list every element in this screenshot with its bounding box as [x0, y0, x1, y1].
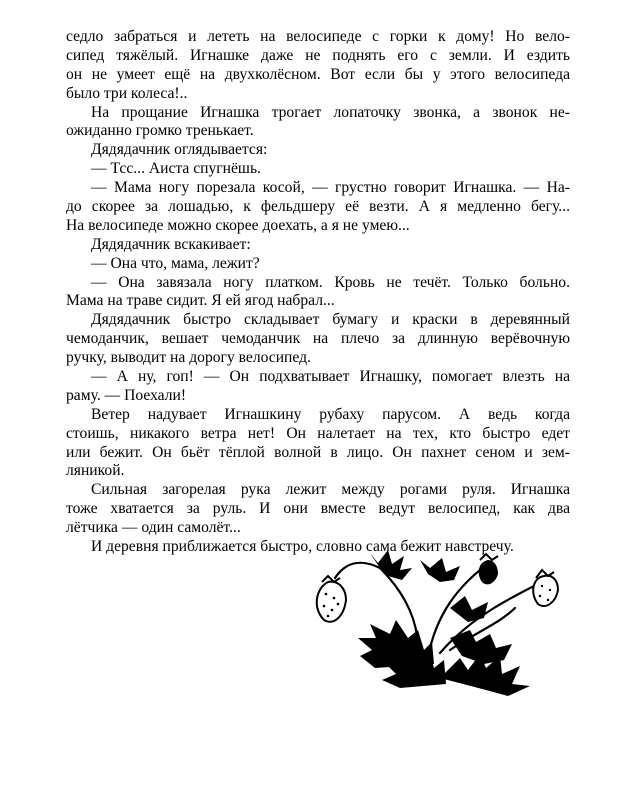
text-line: раму. — Поехали! — [66, 386, 187, 404]
strawberry-left — [317, 576, 346, 622]
strawberry-illustration — [300, 538, 565, 718]
text-line: до скорее за лошадью, к фельдшеру её везти. А я медленно бегу... — [66, 198, 570, 216]
text-line: ожиданно громко тренькает. — [66, 122, 254, 140]
text-line: тоже хватается за руль. И они вместе ведут велосипед, как два — [66, 500, 570, 518]
text-line: ручку, выводит на дорогу велосипед. — [66, 349, 311, 367]
text-line: сипед тяжёлый. Игнашке даже не поднять его с земли. И ездить — [66, 46, 570, 64]
text-line: ляникой. — [66, 462, 125, 480]
text-line: — А ну, гоп! — Он подхватывает Игнашку, помогает влезть на — [91, 368, 570, 386]
text-line: — Мама ногу порезала косой, — грустно говорит Игнашка. — На- — [91, 179, 570, 197]
text-line: он не умеет ещё на двухколёсном. Вот если бы у этого велосипеда — [66, 65, 570, 83]
paragraph-10 — [66, 368, 570, 406]
text-line: Мама на траве сидит. Я ей ягод набрал... — [66, 292, 335, 310]
paragraph-4 — [66, 160, 570, 179]
strawberry-middle — [479, 554, 498, 584]
paragraph-6 — [66, 236, 570, 255]
text-line: Дядядачник вскакивает: — [91, 235, 251, 253]
leaf-upper-left — [370, 550, 412, 580]
text-line: лётчика — один самолёт... — [66, 519, 241, 537]
text-line: — Она что, мама, лежит? — [91, 254, 260, 272]
text-line: седло забраться и лететь на велосипеде с горки к дому! Но вело- — [66, 28, 570, 45]
leaf-mid-right — [450, 596, 488, 622]
paragraph-2 — [66, 104, 570, 142]
text-line: И деревня приближается быстро, словно сама бежит навстречу. — [91, 538, 514, 556]
text-line: или бежит. Он бьёт тёплой волной в лицо. Он пахнет сеном и зем- — [66, 443, 570, 461]
paragraph-5 — [66, 179, 570, 236]
paragraph-9 — [66, 311, 570, 368]
paragraph-3 — [66, 141, 570, 160]
text-line: На велосипеде можно скорее доехать, а я не умею... — [66, 216, 410, 234]
text-line: Дядядачник оглядывается: — [91, 141, 268, 159]
leaf-upper-center — [420, 558, 460, 582]
text-line: — Тсс... Аиста спугнёшь. — [91, 160, 261, 178]
page-text — [66, 28, 570, 557]
text-line: Сильная загорелая рука лежит между рогами руля. Игнашка — [91, 481, 570, 499]
strawberry-right — [533, 570, 558, 606]
text-line: чемоданчик, вешает чемоданчик на плечо за длинную верёвочную — [66, 330, 570, 348]
text-line: стоишь, никакого ветра нет! Он налетает на тех, кто быстро едет — [66, 424, 570, 442]
text-line: Дядядачник быстро складывает бумагу и краски в деревянный — [91, 311, 570, 329]
text-line: Ветер надувает Игнашкину рубаху парусом. А ведь когда — [91, 405, 570, 423]
text-line: На прощание Игнашка трогает лопаточку звонка, а звонок не- — [91, 103, 570, 121]
paragraph-8 — [66, 274, 570, 312]
paragraph-11 — [66, 406, 570, 482]
paragraph-12 — [66, 481, 570, 538]
text-line: было три колеса!.. — [66, 84, 188, 102]
text-line: — Она завязала ногу платком. Кровь не течёт. Только больно. — [91, 273, 570, 291]
paragraph-7 — [66, 255, 570, 274]
paragraph-1 — [66, 28, 570, 104]
